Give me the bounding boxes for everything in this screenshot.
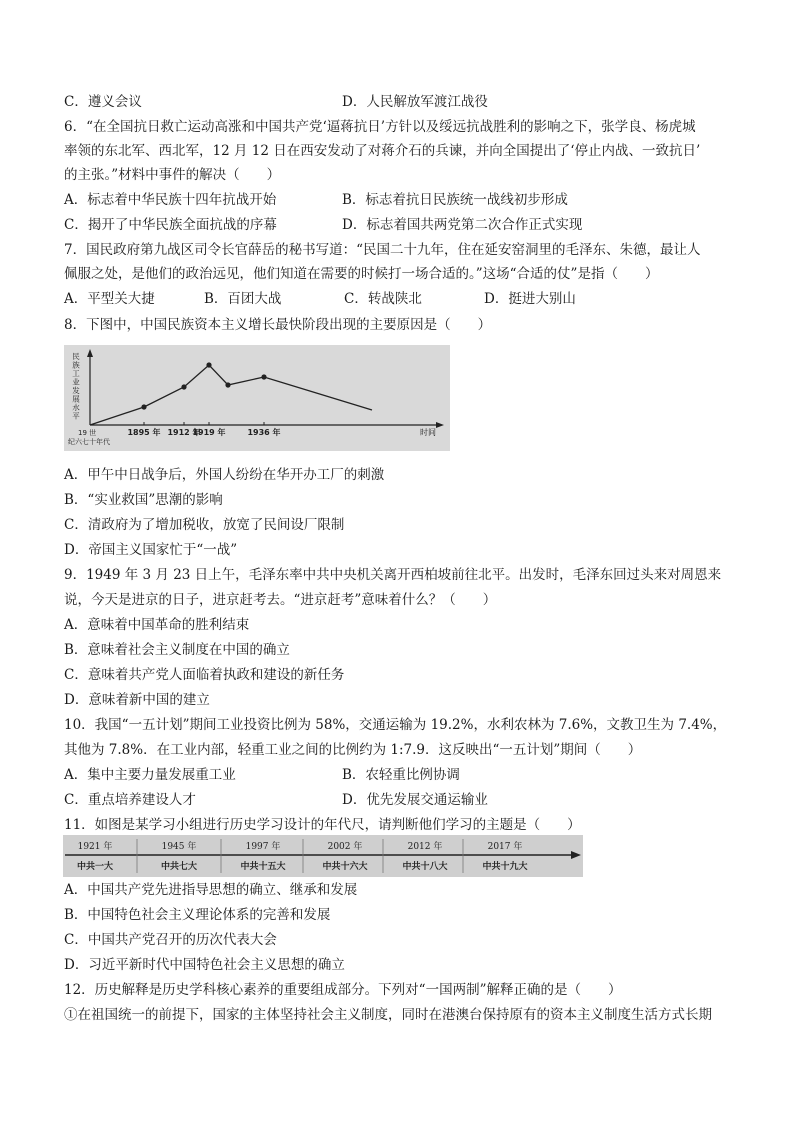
x-origin-label-2: 纪六七十年代 xyxy=(68,438,110,446)
timeline-svg xyxy=(63,835,583,877)
timeline-year: 1945 年 xyxy=(161,842,197,852)
x-tick-label: 1936 年 xyxy=(247,428,281,437)
data-point xyxy=(225,382,230,387)
lines-26: C．中国共产党召开的历次代表大会 xyxy=(64,932,277,948)
timeline-label: 中共十六大 xyxy=(322,862,368,872)
lines-11: C．清政府为了增加税收，放宽了民间设厂限制 xyxy=(64,517,345,533)
x-axis-arrow xyxy=(436,422,444,428)
lines-5: C．揭开了中华民族全面抗战的序幕 xyxy=(64,217,277,233)
x-axis-label: 时间 xyxy=(420,428,436,437)
lines-2: 率领的东北军、西北军，12 月 12 日在西安发动了对蒋介石的兵谏，并向全国提出了‘停止内战、一致抗日’ xyxy=(64,143,701,159)
y-axis-label-char: 业 xyxy=(72,377,80,387)
lines-28: 12．历史解释是历史学科核心素养的重要组成部分。下列对“一国两制”解释正确的是（ ） xyxy=(64,982,622,998)
data-point xyxy=(181,384,186,389)
timeline-label: 中共一大 xyxy=(76,862,114,872)
lines-27: D．习近平新时代中国特色社会主义思想的确立 xyxy=(64,957,345,973)
timeline-year: 1997 年 xyxy=(245,842,281,852)
right_options-1: B．标志着抗日民族统一战线初步形成 xyxy=(342,192,568,208)
lines-12: D．帝国主义国家忙于“一战” xyxy=(64,542,238,558)
q7_options-3: D．挺进大别山 xyxy=(484,291,576,307)
lines-0: C．遵义会议 xyxy=(64,94,142,110)
lines-25: B．中国特色社会主义理论体系的完善和发展 xyxy=(64,907,331,923)
y-axis-label-char: 发 xyxy=(72,386,80,395)
x-tick-label: 1912 年 xyxy=(167,428,201,437)
timeline-year: 2017 年 xyxy=(487,842,523,852)
q7_options-0: A．平型关大捷 xyxy=(64,291,155,307)
timeline-year: 1921 年 xyxy=(77,842,113,852)
data-point xyxy=(206,362,211,367)
lines-18: D．意味着新中国的建立 xyxy=(64,692,210,708)
lines-3: 的主张。”材料中事件的解决（ ） xyxy=(64,167,281,183)
lines-10: B．“实业救国”思潮的影响 xyxy=(64,492,223,508)
y-axis-label-char: 展 xyxy=(72,394,80,404)
lines-16: B．意味着社会主义制度在中国的确立 xyxy=(64,642,290,658)
timeline-year: 2012 年 xyxy=(407,842,443,852)
lines-29: ①在祖国统一的前提下，国家的主体坚持社会主义制度，同时在港澳台保持原有的资本主义制度生活方式长期 xyxy=(64,1007,712,1023)
lines-17: C．意味着共产党人面临着执政和建设的新任务 xyxy=(64,667,345,683)
y-axis-arrow xyxy=(87,349,93,357)
lines-9: A．甲午中日战争后，外国人纷纷在华开办工厂的刺激 xyxy=(64,467,385,483)
timeline-label: 中共十九大 xyxy=(482,862,528,872)
q7_options-1: B．百团大战 xyxy=(204,291,282,307)
timeline-label: 中共七大 xyxy=(160,862,198,872)
y-axis-label-char: 族 xyxy=(72,360,80,370)
lines-22: C．重点培养建设人才 xyxy=(64,792,196,808)
data-point xyxy=(141,404,146,409)
lines-4: A．标志着中华民族十四年抗战开始 xyxy=(64,192,277,208)
party-congress-timeline xyxy=(63,835,583,877)
right_options-2: D．标志着国共两党第二次合作正式实现 xyxy=(342,217,583,233)
y-axis-label-char: 水 xyxy=(72,403,80,412)
lines-6: 7．国民政府第九战区司令长官薛岳的秘书写道：“民国二十九年，住在延安窑洞里的毛泽东、朱德，最让人 xyxy=(64,242,701,258)
lines-14: 说，今天是进京的日子，进京赶考去。“进京赶考”意味着什么？（ ） xyxy=(64,592,497,608)
x-tick-label: 1919 年 xyxy=(192,428,226,437)
right_options-4: D．优先发展交通运输业 xyxy=(342,792,488,808)
lines-23: 11．如图是某学习小组进行历史学习设计的年代尺，请判断他们学习的主题是（ ） xyxy=(64,817,581,833)
q7_options-2: C．转战陕北 xyxy=(344,291,422,307)
chart-svg xyxy=(64,345,450,451)
y-axis-label-char: 平 xyxy=(72,411,80,421)
industry-development-chart xyxy=(64,345,450,451)
series-line xyxy=(90,365,372,425)
lines-13: 9．1949 年 3 月 23 日上午，毛泽东率中共中央机关离开西柏坡前往北平。出发时，毛泽东回过头来对周恩来 xyxy=(64,567,722,583)
timeline-year: 2002 年 xyxy=(327,842,363,852)
lines-7: 佩服之处，是他们的政治远见，他们知道在需要的时候打一场合适的。”这场“合适的仗”是指（ ） xyxy=(64,266,659,282)
right_options-3: B．农轻重比例协调 xyxy=(342,767,460,783)
timeline-label: 中共十五大 xyxy=(240,862,286,872)
lines-15: A．意味着中国革命的胜利结束 xyxy=(64,617,250,633)
x-origin-label-1: 19 世 xyxy=(78,429,97,437)
lines-24: A．中国共产党先进指导思想的确立、继承和发展 xyxy=(64,882,358,898)
x-tick-label: 1895 年 xyxy=(127,428,161,437)
y-axis-label-char: 工 xyxy=(72,369,80,378)
lines-8: 8．下图中，中国民族资本主义增长最快阶段出现的主要原因是（ ） xyxy=(64,317,492,333)
data-point xyxy=(261,374,266,379)
y-axis-label-char: 民 xyxy=(72,352,80,361)
right_options-0: D．人民解放军渡江战役 xyxy=(342,94,488,110)
timeline-arrow xyxy=(571,851,581,859)
timeline-label: 中共十八大 xyxy=(402,862,448,872)
lines-20: 其他为 7.8%．在工业内部，轻重工业之间的比例约为 1:7.9．这反映出“一五计划”期间（ ） xyxy=(64,742,642,758)
lines-21: A．集中主要力量发展重工业 xyxy=(64,767,236,783)
lines-19: 10．我国“一五计划”期间工业投资比例为 58%，交通运输为 19.2%，水利农林为 7.6%，文教卫生为 7.4%， xyxy=(64,717,727,733)
lines-1: 6．“在全国抗日救亡运动高涨和中国共产党‘逼蒋抗日’方针以及绥远抗战胜利的影响之下，张学良、杨虎城 xyxy=(64,119,696,135)
